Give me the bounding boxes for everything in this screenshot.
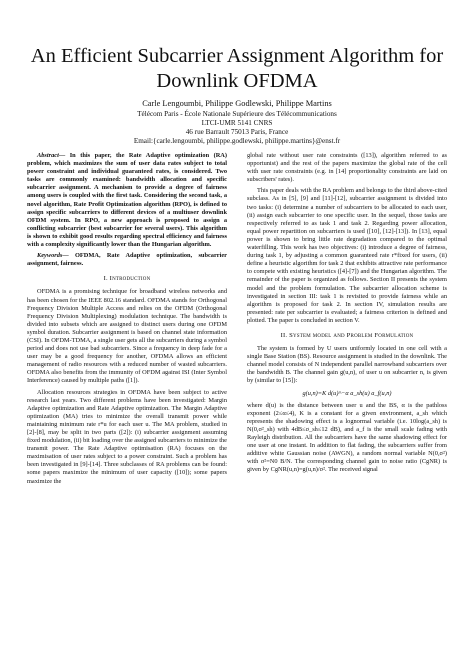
- affiliation-line: Télécom Paris - École Nationale Supérieure des Télécommunications: [137, 110, 337, 118]
- intro-paragraph: OFDMA is a promising technique for broadband wireless networks and has been chosen for the IEEE 802.16 standard. OFDMA stands for Orthogonal Frequency Division Multiple Access and relies on the OFDM (Orthogonal Frequency Division Multiplexing) modulation technique. The bandwidth is divided into subsets which are assigned to distinct users during one OFDM symbol duration. Subcarrier assignment is based on channel state information (CSI). In OFDM-TDMA, a single user gets all the subcarriers during a symbol period and does not use bad subcarriers. Since a frequency in deep fade for a user may be a good frequency for another, OFDMA allows an efficient management of radio resources with a reduced number of wasted subcarriers. OFDMA also benefits from the immunity of OFDM against ISI (Inter Symbol Interference) caused by multiple paths ([1]).: [27, 288, 227, 385]
- abstract-label: Abstract—: [37, 152, 66, 159]
- paper-title: An Efficient Subcarrier Assignment Algorithm for Downlink OFDMA: [30, 45, 444, 92]
- right-column: [247, 152, 447, 474]
- keywords-label: Keywords—: [37, 252, 69, 260]
- intro-paragraph: Allocation resources strategies in OFDMA have been subject to active research last years. Two different problems have been investigated: Margin Adaptive optimization and Rate Adaptive optimization. The Margin Adaptive optimization (MA) tries to minimize the overall transmit power while maintaining minimum rate r*u for each user u. The MA problem, studied in [2]-[8], may be split in two parts ([2]): (i) subcarrier assignment assuming fixed modulation, (ii) bit loading over the assigned subcarriers to minimize the transmit power. The Rate Adaptive optimisation (RA) focuses on the maximisation of user rates subject to a power constraint. Such a problem has been investigated in [9]-[14]. Three subclasses of RA problems can be found: some papers maximize the minimum of user capacity ([10]); some papers maximize the: [27, 388, 227, 485]
- section-heading-introduction: I. Introduction: [103, 275, 151, 283]
- body-paragraph: global rate without user rate constraints ([13]), algorithm referred to as opportunist) and the rest of the papers maximize the global rate of the cell with user rate constraints (e.g. in [14] proportionality constraints are laid on subscribers' rates).: [247, 152, 447, 184]
- affiliation-line: LTCI-UMR 5141 CNRS: [201, 119, 273, 128]
- channel-gain-equation: g(u,n)=K d(u)^−α a_sh(u) a_f(u,n): [302, 389, 392, 397]
- section-heading-system-model: II. System model and Problem Formulation: [280, 331, 414, 339]
- paper-authors: Carle Lengoumbi, Philippe Godlewski, Philippe Martins: [142, 99, 332, 108]
- affiliation-email: Email:{carle.lengoumbi, philippe.godlewski, philippe.martins}@enst.fr: [133, 137, 341, 146]
- body-paragraph: The system is formed by U users uniformly located in one cell with a single Base Station (BS). Resource assignment is studied in the downlink. The channel model consists of N independent parallel narrowband subcarriers over the bandwidth B. The channel gain g(u,n), of user u on subcarrier n, is given by (similar to [15]):: [247, 345, 447, 385]
- body-paragraph: where d(u) is the distance between user u and the BS, α is the pathloss exponent (2≤α≤4), K is a constant for a given environment, a_sh which represents the shadowing effect is a lognormal variable (i.e. 10log(a_sh) is N(0,σ²_sh) with 4dB≤σ_sh≤12 dB), and a_f is the small scale fading with Rayleigh distribution. All the subcarriers have the same shadowing effect for one user at one instant. In addition to flat fading, the subcarriers suffer from additive white Gaussian noise (AWGN), a random normal variable N(0,σ²) with σ²=N0 B/N. The corresponding channel gain to noise ratio (CgNR) is given by CgNR(u,n)=g(u,n)/σ². The received signal: [247, 401, 447, 474]
- affiliation-line: 46 rue Barrault 75013 Paris, France: [185, 128, 289, 137]
- left-column: [27, 152, 227, 486]
- abstract-text: In this paper, the Rate Adaptive optimization (RA) problem, which maximizes the sum of user data rates subject to total power constraint and individual guaranteed rates, is considered. Two tasks are commonly examined: bandwidth allocation and specific subcarrier assignment. A mechanism to provide a degree of fairness among users is coupled with the first task. Considering the second task, a novel algorithm, Rate Profit Optimization algorithm (RPO), is defined to assign specific subcarriers to different devices of a multiuser downlink OFDM system. In RPO, a new approach is proposed to assign a conflicting subcarrier (best subcarrier for several users). This algorithm is shown to exhibit good results regarding spectral efficiency and fairness with a complexity significantly lower than the Hungarian algorithm.: [27, 152, 227, 249]
- abstract: [27, 152, 227, 249]
- body-paragraph: This paper deals with the RA problem and belongs to the third above-cited subclass. As in [5], [9] and [11]-[12], subcarrier assignment is divided into two tasks: (i) determine a number of subcarriers to be allocated to each user, (ii) assign each subcarrier to one specific user. In the sequel, those tasks are respectively referred to as task 1 and task 2. Regarding power allocation, equal power repartition on subcarriers is used ([10], [12]-[13]). In [13], equal power is shown to bring little rate degradation compared to the optimal waterfilling. This work has two objectives: (i) introduce a degree of fairness, during task 1, by adjusting a common guaranteed rate r*fixed for users, (ii) define a heuristic algorithm for task 2 that exhibits attractive rate performance to compete with existing heuristics ([4]-[7]) and the Hungarian algorithm. The remainder of the paper is organized as follows. Section II presents the system model and the problem formulation. The subcarrier allocation scheme is investigated in section III: task 1 is revisited to provide fairness while an algorithm is proposed for task 2. In section IV, simulation results are presented: rate per subcarrier is evaluated; a fairness criterion is defined and plotted. The paper is concluded in section V.: [247, 187, 447, 324]
- paper-affiliation: [60, 110, 414, 146]
- keywords-text: OFDMA, Rate Adaptive optimization, subcarrier assignment, fairness.: [27, 252, 227, 268]
- keywords: [27, 252, 227, 268]
